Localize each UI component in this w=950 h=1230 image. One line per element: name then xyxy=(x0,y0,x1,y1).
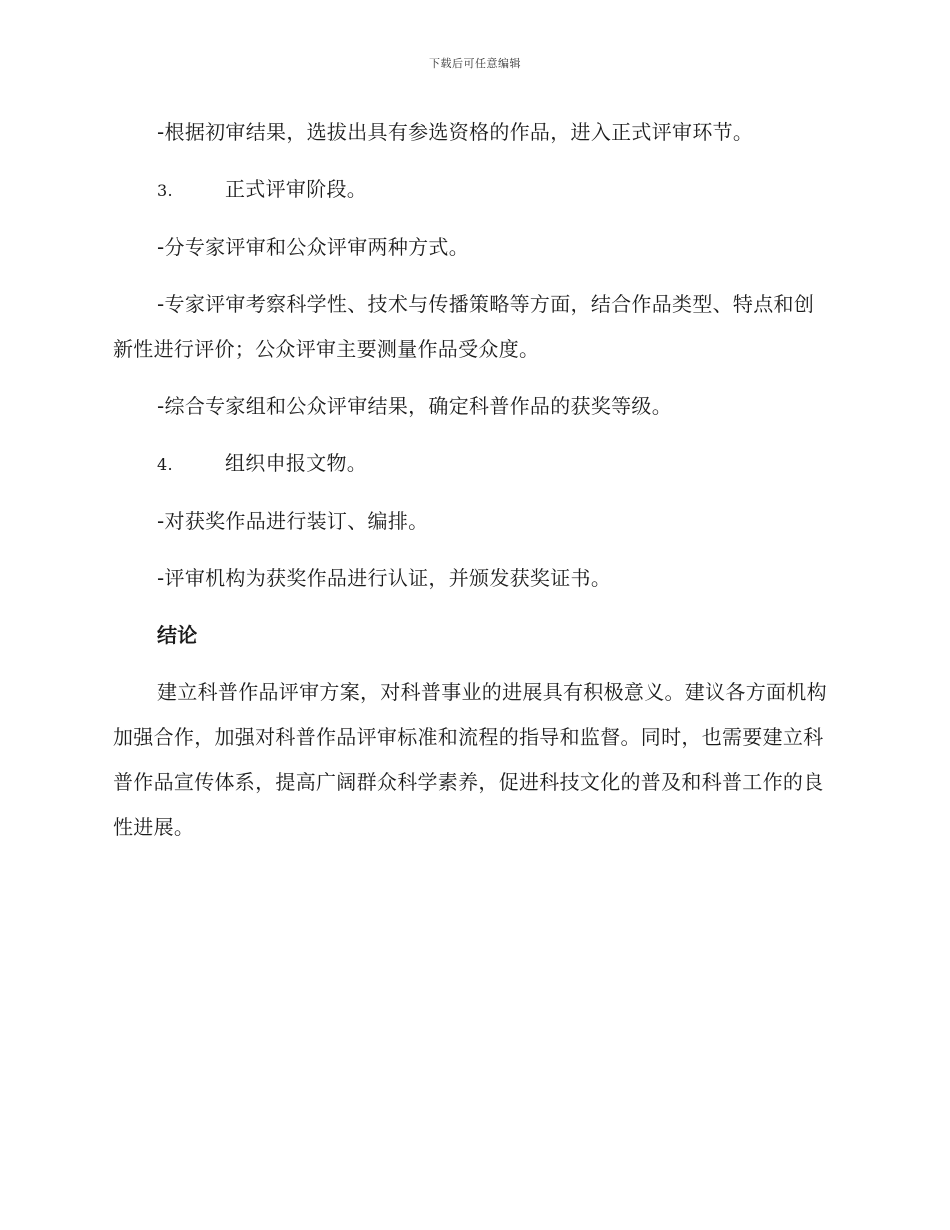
list-item-organize-submission xyxy=(113,441,833,487)
paragraph-certification: -评审机构为获奖作品进行认证，并颁发获奖证书。 xyxy=(157,566,612,590)
paragraph-review-methods: -分专家评审和公众评审两种方式。 xyxy=(157,235,470,259)
paragraph-binding: -对获奖作品进行装订、编排。 xyxy=(157,509,429,533)
list-item-label: 组织申报文物。 xyxy=(225,451,368,475)
list-number: 4. xyxy=(157,455,173,474)
document-body xyxy=(113,110,833,850)
section-heading-conclusion: 结论 xyxy=(157,623,198,647)
list-item-formal-review xyxy=(113,167,833,213)
paragraph-conclusion: 建立科普作品评审方案，对科普事业的进展具有积极意义。建议各方面机构加强合作，加强对科普作品评审标准和流程的指导和监督。同时，也需要建立科普作品宣传体系，提高广阔群众科学素养，促进科技文化的普及和科普工作的良性进展。 xyxy=(113,680,827,839)
paragraph-award-level: -综合专家组和公众评审结果，确定科普作品的获奖等级。 xyxy=(157,394,673,418)
paragraph-preliminary-result: -根据初审结果，选拔出具有参选资格的作品，进入正式评审环节。 xyxy=(157,120,754,144)
list-number: 3. xyxy=(157,181,173,200)
paragraph-expert-review: -专家评审考察科学性、技术与传播策略等方面，结合作品类型、特点和创新性进行评价；公众评审主要测量作品受众度。 xyxy=(113,292,815,361)
page-header: 下载后可任意编辑 xyxy=(429,57,521,70)
list-item-label: 正式评审阶段。 xyxy=(225,177,368,201)
